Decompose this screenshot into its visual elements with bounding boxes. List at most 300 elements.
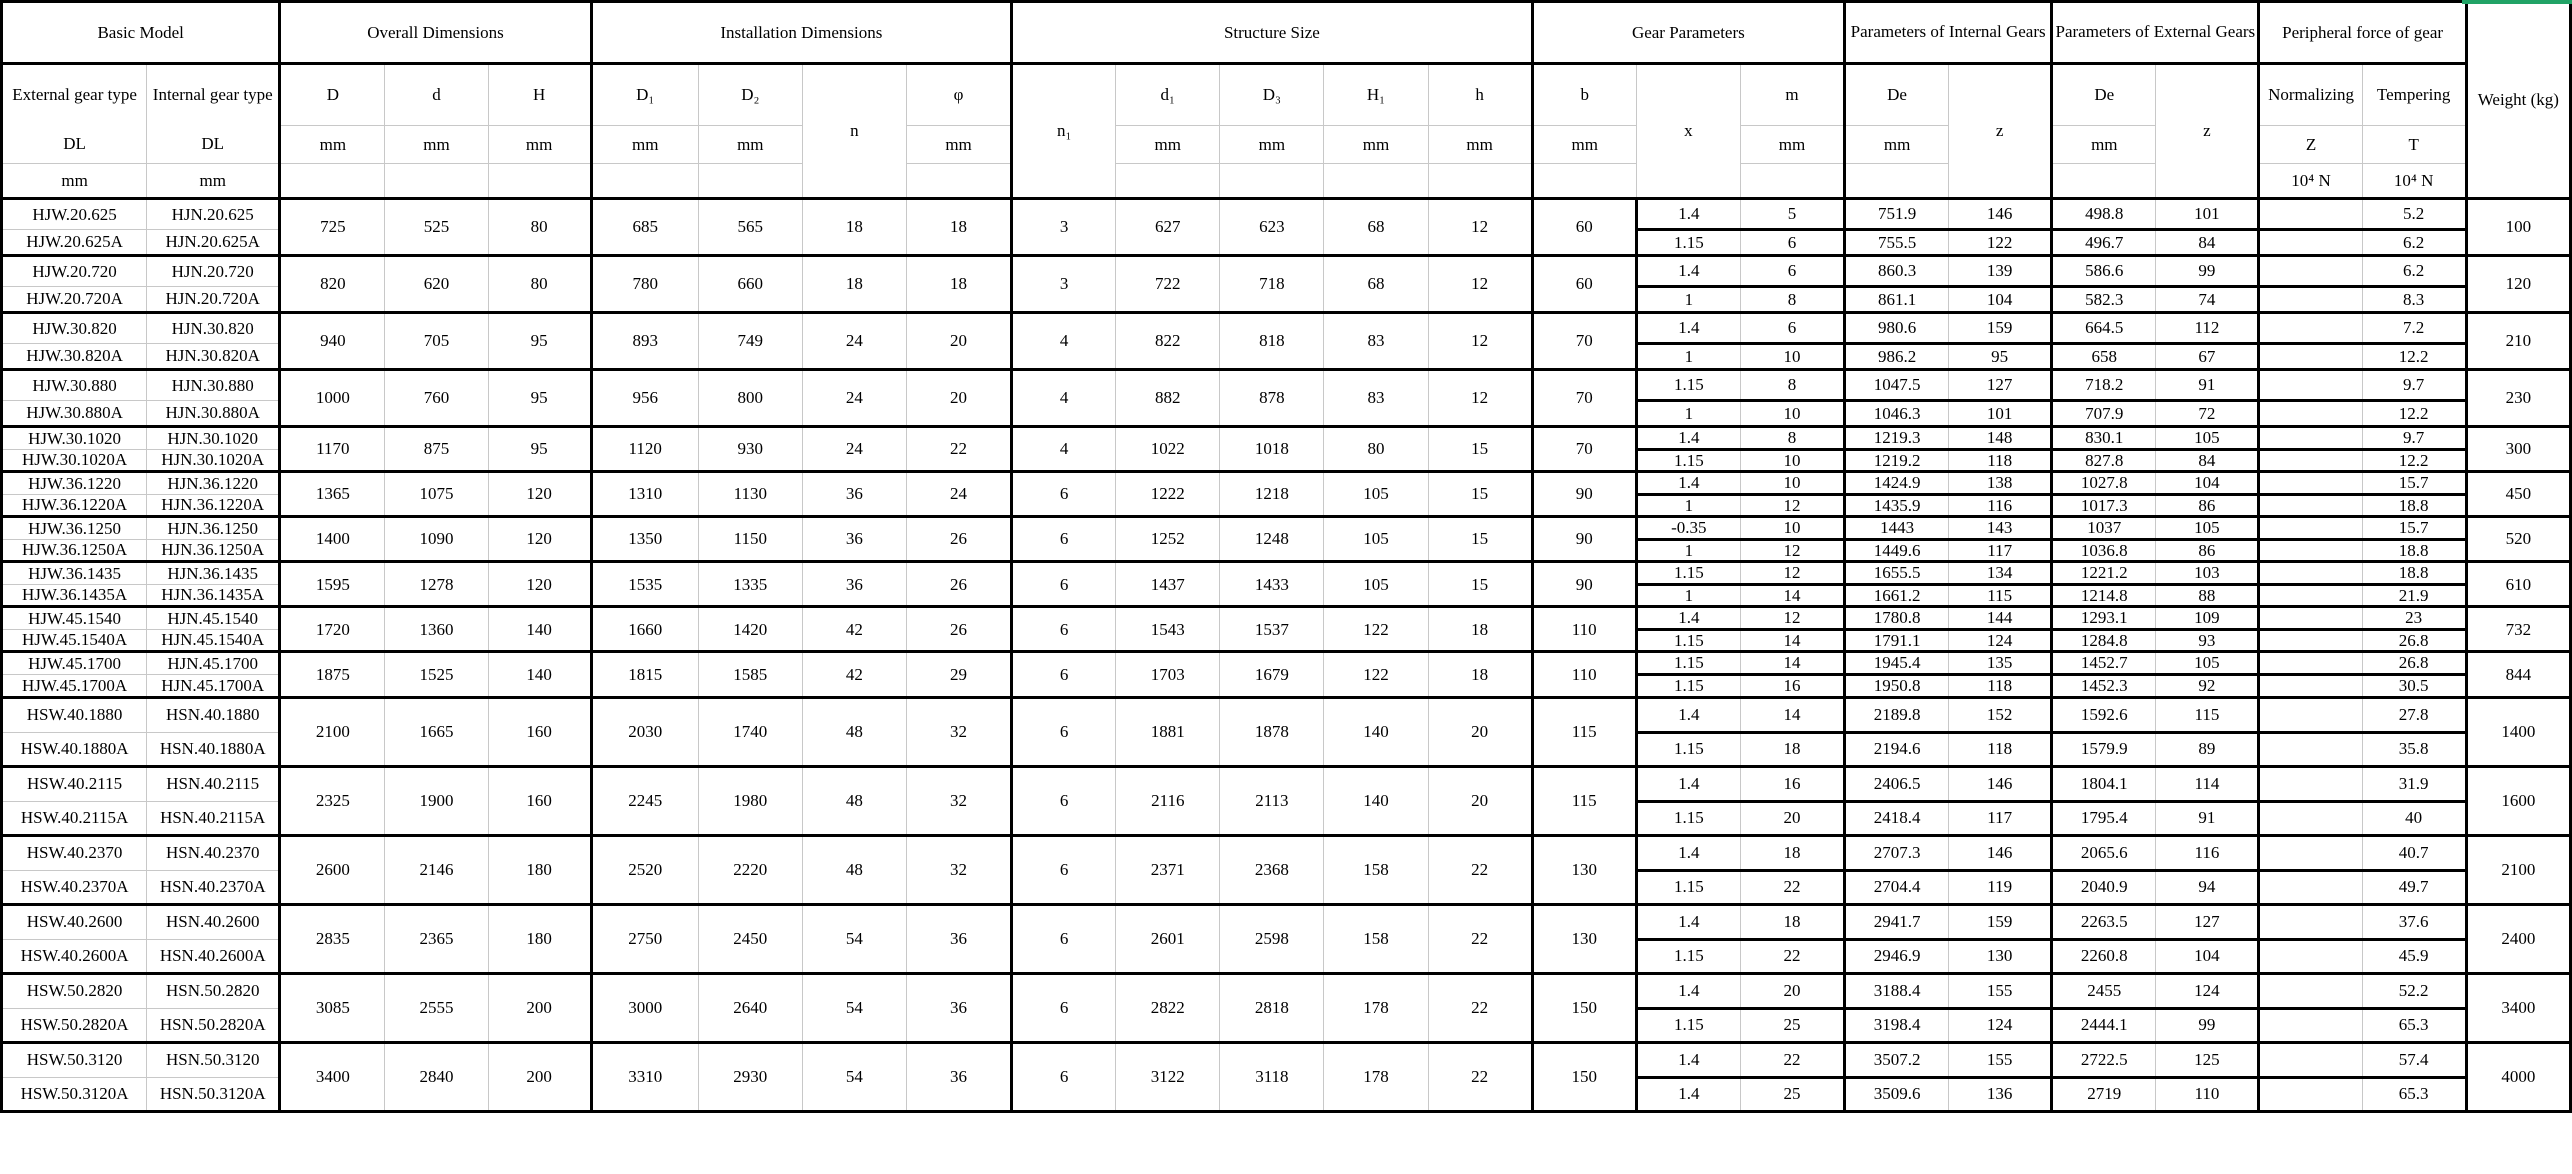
external-gear-type: HSW.40.2370A bbox=[2, 870, 147, 904]
external-gear-type: HJW.20.720A bbox=[2, 287, 147, 313]
cell-normalizing-Z bbox=[2259, 652, 2362, 675]
cell-internal-z: 139 bbox=[1949, 256, 2052, 287]
external-gear-type: HJW.20.720 bbox=[2, 256, 147, 287]
header-D1: D₁ bbox=[591, 64, 698, 126]
cell-d: 760 bbox=[385, 370, 488, 427]
cell-normalizing-Z bbox=[2259, 494, 2362, 517]
cell-D: 2600 bbox=[280, 835, 385, 904]
cell-external-z: 88 bbox=[2156, 584, 2259, 607]
cell-external-De: 2040.9 bbox=[2052, 870, 2156, 904]
cell-b: 110 bbox=[1532, 652, 1636, 697]
cell-D1: 1310 bbox=[591, 472, 698, 517]
unit-Z: 10⁴ N bbox=[2259, 164, 2362, 199]
external-gear-type: HJW.30.880A bbox=[2, 401, 147, 427]
cell-phi: 20 bbox=[906, 313, 1011, 370]
header-H1: H₁ bbox=[1324, 64, 1428, 126]
cell-b: 150 bbox=[1532, 1042, 1636, 1111]
cell-n: 54 bbox=[802, 904, 906, 973]
cell-n1: 6 bbox=[1012, 697, 1116, 766]
cell-d: 525 bbox=[385, 199, 488, 256]
cell-D2: 2930 bbox=[698, 1042, 802, 1111]
unit-m: mm bbox=[1740, 126, 1844, 164]
unit-phi: mm bbox=[906, 126, 1011, 164]
internal-gear-type: HJN.45.1540A bbox=[147, 629, 280, 652]
internal-gear-type: HJN.45.1700 bbox=[147, 652, 280, 675]
cell-external-De: 496.7 bbox=[2052, 230, 2156, 256]
internal-gear-type: HSN.50.3120 bbox=[147, 1042, 280, 1077]
cell-external-De: 2260.8 bbox=[2052, 939, 2156, 973]
external-gear-type: HJW.36.1435A bbox=[2, 584, 147, 607]
header-external-z: z bbox=[2156, 64, 2259, 199]
cell-D3: 1218 bbox=[1220, 472, 1324, 517]
external-gear-type: HJW.30.880 bbox=[2, 370, 147, 401]
cell-n1: 6 bbox=[1012, 472, 1116, 517]
cell-H1: 105 bbox=[1324, 517, 1428, 562]
cell-tempering-T: 27.8 bbox=[2362, 697, 2466, 732]
cell-normalizing-Z bbox=[2259, 230, 2362, 256]
cell-normalizing-Z bbox=[2259, 370, 2362, 401]
cell-D2: 1980 bbox=[698, 766, 802, 835]
cell-H: 120 bbox=[488, 517, 591, 562]
cell-internal-z: 146 bbox=[1949, 766, 2052, 801]
cell-internal-De: 980.6 bbox=[1845, 313, 1949, 344]
cell-n1: 6 bbox=[1012, 517, 1116, 562]
cell-internal-z: 134 bbox=[1949, 562, 2052, 585]
cell-D1: 1535 bbox=[591, 562, 698, 607]
blank-cell bbox=[1532, 164, 1636, 199]
cell-d: 2365 bbox=[385, 904, 488, 973]
cell-internal-De: 1950.8 bbox=[1845, 675, 1949, 698]
cell-D2: 565 bbox=[698, 199, 802, 256]
cell-m: 25 bbox=[1740, 1077, 1844, 1111]
cell-D3: 2818 bbox=[1220, 973, 1324, 1042]
blank-cell bbox=[1428, 164, 1532, 199]
cell-D1: 3310 bbox=[591, 1042, 698, 1111]
cell-D3: 2368 bbox=[1220, 835, 1324, 904]
cell-D1: 1350 bbox=[591, 517, 698, 562]
cell-internal-De: 3188.4 bbox=[1845, 973, 1949, 1008]
cell-D: 1170 bbox=[280, 427, 385, 472]
cell-weight: 4000 bbox=[2466, 1042, 2570, 1111]
cell-m: 14 bbox=[1740, 697, 1844, 732]
internal-gear-type: HSN.50.2820 bbox=[147, 973, 280, 1008]
cell-weight: 300 bbox=[2466, 427, 2570, 472]
cell-internal-z: 122 bbox=[1949, 230, 2052, 256]
cell-D2: 2640 bbox=[698, 973, 802, 1042]
cell-normalizing-Z bbox=[2259, 517, 2362, 540]
cell-weight: 844 bbox=[2466, 652, 2570, 697]
cell-external-z: 93 bbox=[2156, 629, 2259, 652]
header-phi: φ bbox=[906, 64, 1011, 126]
cell-internal-De: 2707.3 bbox=[1845, 835, 1949, 870]
cell-n1: 6 bbox=[1012, 973, 1116, 1042]
blank-cell bbox=[1220, 164, 1324, 199]
cell-D3: 2598 bbox=[1220, 904, 1324, 973]
cell-h: 15 bbox=[1428, 562, 1532, 607]
cell-b: 90 bbox=[1532, 562, 1636, 607]
cell-external-De: 2263.5 bbox=[2052, 904, 2156, 939]
cell-normalizing-Z bbox=[2259, 313, 2362, 344]
cell-H: 200 bbox=[488, 1042, 591, 1111]
header-m: m bbox=[1740, 64, 1844, 126]
cell-weight: 3400 bbox=[2466, 973, 2570, 1042]
cell-d1: 2116 bbox=[1116, 766, 1220, 835]
cell-external-z: 94 bbox=[2156, 870, 2259, 904]
header-internal-z: z bbox=[1949, 64, 2052, 199]
cell-d: 620 bbox=[385, 256, 488, 313]
cell-H1: 68 bbox=[1324, 199, 1428, 256]
cell-d1: 1437 bbox=[1116, 562, 1220, 607]
cell-h: 20 bbox=[1428, 766, 1532, 835]
cell-weight: 610 bbox=[2466, 562, 2570, 607]
internal-gear-type: HJN.36.1250 bbox=[147, 517, 280, 540]
cell-internal-De: 860.3 bbox=[1845, 256, 1949, 287]
cell-normalizing-Z bbox=[2259, 697, 2362, 732]
cell-H1: 122 bbox=[1324, 652, 1428, 697]
cell-x: 1.4 bbox=[1636, 697, 1740, 732]
external-gear-type: HJW.30.1020A bbox=[2, 449, 147, 472]
cell-external-z: 74 bbox=[2156, 287, 2259, 313]
cell-external-z: 116 bbox=[2156, 835, 2259, 870]
cell-normalizing-Z bbox=[2259, 539, 2362, 562]
table-row bbox=[2, 370, 2571, 401]
cell-d1: 1022 bbox=[1116, 427, 1220, 472]
cell-h: 20 bbox=[1428, 697, 1532, 766]
cell-D: 1365 bbox=[280, 472, 385, 517]
cell-m: 8 bbox=[1740, 370, 1844, 401]
cell-tempering-T: 15.7 bbox=[2362, 472, 2466, 495]
cell-D: 820 bbox=[280, 256, 385, 313]
cell-D2: 660 bbox=[698, 256, 802, 313]
cell-weight: 120 bbox=[2466, 256, 2570, 313]
cell-D: 3085 bbox=[280, 973, 385, 1042]
cell-m: 22 bbox=[1740, 870, 1844, 904]
cell-internal-De: 2194.6 bbox=[1845, 732, 1949, 766]
header-n1: n₁ bbox=[1012, 64, 1116, 199]
cell-external-De: 1221.2 bbox=[2052, 562, 2156, 585]
external-gear-type: HJW.45.1700 bbox=[2, 652, 147, 675]
cell-internal-De: 1443 bbox=[1845, 517, 1949, 540]
header-d1: d₁ bbox=[1116, 64, 1220, 126]
cell-b: 60 bbox=[1532, 199, 1636, 256]
internal-gear-type: HJN.45.1540 bbox=[147, 607, 280, 630]
cell-external-De: 830.1 bbox=[2052, 427, 2156, 450]
external-gear-type: HSW.50.3120A bbox=[2, 1077, 147, 1111]
cell-d1: 722 bbox=[1116, 256, 1220, 313]
cell-external-z: 67 bbox=[2156, 344, 2259, 370]
cell-D: 2100 bbox=[280, 697, 385, 766]
cell-weight: 520 bbox=[2466, 517, 2570, 562]
unit-d: mm bbox=[385, 126, 488, 164]
cell-n1: 6 bbox=[1012, 562, 1116, 607]
cell-external-z: 112 bbox=[2156, 313, 2259, 344]
cell-n1: 3 bbox=[1012, 199, 1116, 256]
cell-tempering-T: 8.3 bbox=[2362, 287, 2466, 313]
cell-m: 20 bbox=[1740, 801, 1844, 835]
table-row bbox=[2, 427, 2571, 450]
cell-external-z: 110 bbox=[2156, 1077, 2259, 1111]
cell-D: 940 bbox=[280, 313, 385, 370]
cell-external-z: 104 bbox=[2156, 939, 2259, 973]
blank-cell bbox=[906, 164, 1011, 199]
header-weight: Weight (kg) bbox=[2466, 2, 2570, 199]
cell-H: 80 bbox=[488, 199, 591, 256]
cell-phi: 24 bbox=[906, 472, 1011, 517]
cell-b: 70 bbox=[1532, 427, 1636, 472]
cell-d1: 2822 bbox=[1116, 973, 1220, 1042]
cell-external-De: 1036.8 bbox=[2052, 539, 2156, 562]
cell-external-z: 99 bbox=[2156, 256, 2259, 287]
unit-D2: mm bbox=[698, 126, 802, 164]
cell-D2: 1130 bbox=[698, 472, 802, 517]
cell-b: 60 bbox=[1532, 256, 1636, 313]
cell-phi: 20 bbox=[906, 370, 1011, 427]
table-row bbox=[2, 472, 2571, 495]
cell-x: 1.15 bbox=[1636, 230, 1740, 256]
cell-n: 42 bbox=[802, 607, 906, 652]
cell-normalizing-Z bbox=[2259, 287, 2362, 313]
cell-n: 36 bbox=[802, 562, 906, 607]
cell-m: 25 bbox=[1740, 1008, 1844, 1042]
cell-h: 22 bbox=[1428, 835, 1532, 904]
cell-D1: 2520 bbox=[591, 835, 698, 904]
cell-x: 1.15 bbox=[1636, 629, 1740, 652]
unit-int-type: mm bbox=[147, 164, 280, 199]
cell-h: 22 bbox=[1428, 904, 1532, 973]
unit-D1: mm bbox=[591, 126, 698, 164]
cell-external-z: 114 bbox=[2156, 766, 2259, 801]
cell-m: 8 bbox=[1740, 287, 1844, 313]
cell-normalizing-Z bbox=[2259, 1077, 2362, 1111]
cell-m: 16 bbox=[1740, 675, 1844, 698]
cell-m: 22 bbox=[1740, 1042, 1844, 1077]
cell-x: 1.4 bbox=[1636, 199, 1740, 230]
cell-phi: 36 bbox=[906, 973, 1011, 1042]
cell-normalizing-Z bbox=[2259, 562, 2362, 585]
cell-weight: 100 bbox=[2466, 199, 2570, 256]
internal-gear-type: HJN.30.880 bbox=[147, 370, 280, 401]
unit-T: 10⁴ N bbox=[2362, 164, 2466, 199]
cell-x: 1.4 bbox=[1636, 472, 1740, 495]
cell-D1: 956 bbox=[591, 370, 698, 427]
cell-d: 2146 bbox=[385, 835, 488, 904]
cell-external-z: 99 bbox=[2156, 1008, 2259, 1042]
external-gear-type: HSW.40.2600A bbox=[2, 939, 147, 973]
cell-internal-z: 152 bbox=[1949, 697, 2052, 732]
table-row bbox=[2, 973, 2571, 1008]
cell-D2: 930 bbox=[698, 427, 802, 472]
cell-normalizing-Z bbox=[2259, 732, 2362, 766]
table-row bbox=[2, 904, 2571, 939]
cell-phi: 26 bbox=[906, 562, 1011, 607]
cell-phi: 18 bbox=[906, 256, 1011, 313]
cell-external-De: 1452.7 bbox=[2052, 652, 2156, 675]
cell-normalizing-Z bbox=[2259, 835, 2362, 870]
cell-n1: 4 bbox=[1012, 370, 1116, 427]
table-row bbox=[2, 835, 2571, 870]
cell-d: 1900 bbox=[385, 766, 488, 835]
cell-normalizing-Z bbox=[2259, 801, 2362, 835]
cell-internal-z: 124 bbox=[1949, 1008, 2052, 1042]
cell-d1: 822 bbox=[1116, 313, 1220, 370]
cell-external-De: 2719 bbox=[2052, 1077, 2156, 1111]
internal-gear-type: HJN.20.625 bbox=[147, 199, 280, 230]
cell-tempering-T: 26.8 bbox=[2362, 629, 2466, 652]
internal-gear-type: HJN.45.1700A bbox=[147, 675, 280, 698]
cell-x: 1 bbox=[1636, 287, 1740, 313]
cell-d1: 882 bbox=[1116, 370, 1220, 427]
cell-phi: 29 bbox=[906, 652, 1011, 697]
cell-external-De: 718.2 bbox=[2052, 370, 2156, 401]
internal-gear-type: HSN.40.2370A bbox=[147, 870, 280, 904]
header-D2: D₂ bbox=[698, 64, 802, 126]
cell-n: 42 bbox=[802, 652, 906, 697]
cell-d: 1075 bbox=[385, 472, 488, 517]
cell-phi: 32 bbox=[906, 697, 1011, 766]
cell-D2: 1585 bbox=[698, 652, 802, 697]
cell-D3: 1679 bbox=[1220, 652, 1324, 697]
cell-tempering-T: 23 bbox=[2362, 607, 2466, 630]
cell-tempering-T: 26.8 bbox=[2362, 652, 2466, 675]
cell-normalizing-Z bbox=[2259, 472, 2362, 495]
cell-external-z: 115 bbox=[2156, 697, 2259, 732]
internal-gear-type: HSN.40.1880A bbox=[147, 732, 280, 766]
cell-weight: 732 bbox=[2466, 607, 2570, 652]
unit-h: mm bbox=[1428, 126, 1532, 164]
cell-b: 115 bbox=[1532, 766, 1636, 835]
cell-D1: 1660 bbox=[591, 607, 698, 652]
cell-H1: 158 bbox=[1324, 835, 1428, 904]
cell-external-z: 92 bbox=[2156, 675, 2259, 698]
cell-D1: 893 bbox=[591, 313, 698, 370]
cell-normalizing-Z bbox=[2259, 939, 2362, 973]
cell-D3: 2113 bbox=[1220, 766, 1324, 835]
cell-internal-De: 1424.9 bbox=[1845, 472, 1949, 495]
cell-internal-z: 143 bbox=[1949, 517, 2052, 540]
external-gear-type: HJW.36.1250A bbox=[2, 539, 147, 562]
cell-normalizing-Z bbox=[2259, 973, 2362, 1008]
cell-internal-De: 1655.5 bbox=[1845, 562, 1949, 585]
cell-n1: 6 bbox=[1012, 1042, 1116, 1111]
cell-internal-z: 118 bbox=[1949, 675, 2052, 698]
external-gear-type: HJW.36.1250 bbox=[2, 517, 147, 540]
cell-tempering-T: 40.7 bbox=[2362, 835, 2466, 870]
blank-cell bbox=[698, 164, 802, 199]
cell-x: 1.15 bbox=[1636, 732, 1740, 766]
cell-d1: 2601 bbox=[1116, 904, 1220, 973]
cell-external-z: 84 bbox=[2156, 230, 2259, 256]
cell-D3: 1248 bbox=[1220, 517, 1324, 562]
cell-normalizing-Z bbox=[2259, 1008, 2362, 1042]
cell-m: 22 bbox=[1740, 939, 1844, 973]
cell-D2: 749 bbox=[698, 313, 802, 370]
cell-external-z: 91 bbox=[2156, 801, 2259, 835]
cell-internal-z: 95 bbox=[1949, 344, 2052, 370]
cell-external-De: 658 bbox=[2052, 344, 2156, 370]
cell-internal-De: 2406.5 bbox=[1845, 766, 1949, 801]
cell-internal-z: 135 bbox=[1949, 652, 2052, 675]
cell-external-De: 2444.1 bbox=[2052, 1008, 2156, 1042]
cell-n: 54 bbox=[802, 973, 906, 1042]
internal-gear-type: HJN.36.1435 bbox=[147, 562, 280, 585]
cell-tempering-T: 35.8 bbox=[2362, 732, 2466, 766]
cell-m: 12 bbox=[1740, 539, 1844, 562]
unit-b: mm bbox=[1532, 126, 1636, 164]
cell-internal-De: 1791.1 bbox=[1845, 629, 1949, 652]
cell-n: 48 bbox=[802, 697, 906, 766]
cell-external-De: 1795.4 bbox=[2052, 801, 2156, 835]
cell-internal-De: 2189.8 bbox=[1845, 697, 1949, 732]
cell-D1: 780 bbox=[591, 256, 698, 313]
cell-normalizing-Z bbox=[2259, 344, 2362, 370]
cell-internal-De: 3198.4 bbox=[1845, 1008, 1949, 1042]
cell-n: 24 bbox=[802, 313, 906, 370]
internal-gear-type: HJN.30.1020A bbox=[147, 449, 280, 472]
cell-m: 14 bbox=[1740, 584, 1844, 607]
cell-external-z: 104 bbox=[2156, 472, 2259, 495]
cell-phi: 18 bbox=[906, 199, 1011, 256]
cell-H: 95 bbox=[488, 370, 591, 427]
cell-x: 1.15 bbox=[1636, 939, 1740, 973]
cell-internal-z: 138 bbox=[1949, 472, 2052, 495]
external-gear-type: HJW.30.820A bbox=[2, 344, 147, 370]
cell-tempering-T: 52.2 bbox=[2362, 973, 2466, 1008]
cell-internal-De: 751.9 bbox=[1845, 199, 1949, 230]
cell-internal-z: 136 bbox=[1949, 1077, 2052, 1111]
cell-x: 1.15 bbox=[1636, 675, 1740, 698]
cell-weight: 450 bbox=[2466, 472, 2570, 517]
cell-external-De: 498.8 bbox=[2052, 199, 2156, 230]
cell-m: 12 bbox=[1740, 494, 1844, 517]
table-row bbox=[2, 1042, 2571, 1077]
external-gear-type: HSW.40.2115A bbox=[2, 801, 147, 835]
cell-h: 12 bbox=[1428, 199, 1532, 256]
cell-external-z: 101 bbox=[2156, 199, 2259, 230]
blank-cell bbox=[591, 164, 698, 199]
cell-normalizing-Z bbox=[2259, 427, 2362, 450]
blank-cell bbox=[385, 164, 488, 199]
cell-normalizing-Z bbox=[2259, 584, 2362, 607]
cell-tempering-T: 7.2 bbox=[2362, 313, 2466, 344]
cell-external-z: 109 bbox=[2156, 607, 2259, 630]
cell-normalizing-Z bbox=[2259, 870, 2362, 904]
cell-m: 10 bbox=[1740, 401, 1844, 427]
unit-d1: mm bbox=[1116, 126, 1220, 164]
internal-gear-type: HSN.40.1880 bbox=[147, 697, 280, 732]
unit-internal-De: mm bbox=[1845, 126, 1949, 164]
cell-D1: 685 bbox=[591, 199, 698, 256]
cell-x: 1.4 bbox=[1636, 607, 1740, 630]
cell-D: 1000 bbox=[280, 370, 385, 427]
cell-x: 1.15 bbox=[1636, 370, 1740, 401]
cell-x: 1 bbox=[1636, 539, 1740, 562]
cell-tempering-T: 57.4 bbox=[2362, 1042, 2466, 1077]
cell-x: 1.4 bbox=[1636, 313, 1740, 344]
cell-n: 48 bbox=[802, 766, 906, 835]
cell-internal-z: 118 bbox=[1949, 449, 2052, 472]
header-d: d bbox=[385, 64, 488, 126]
cell-external-z: 124 bbox=[2156, 973, 2259, 1008]
cell-tempering-T: 15.7 bbox=[2362, 517, 2466, 540]
cell-tempering-T: 18.8 bbox=[2362, 539, 2466, 562]
external-gear-type: HJW.36.1435 bbox=[2, 562, 147, 585]
cell-H1: 178 bbox=[1324, 1042, 1428, 1111]
cell-D: 1595 bbox=[280, 562, 385, 607]
cell-internal-z: 124 bbox=[1949, 629, 2052, 652]
cell-n1: 6 bbox=[1012, 607, 1116, 652]
cell-normalizing-Z bbox=[2259, 449, 2362, 472]
cell-x: 1.4 bbox=[1636, 1077, 1740, 1111]
